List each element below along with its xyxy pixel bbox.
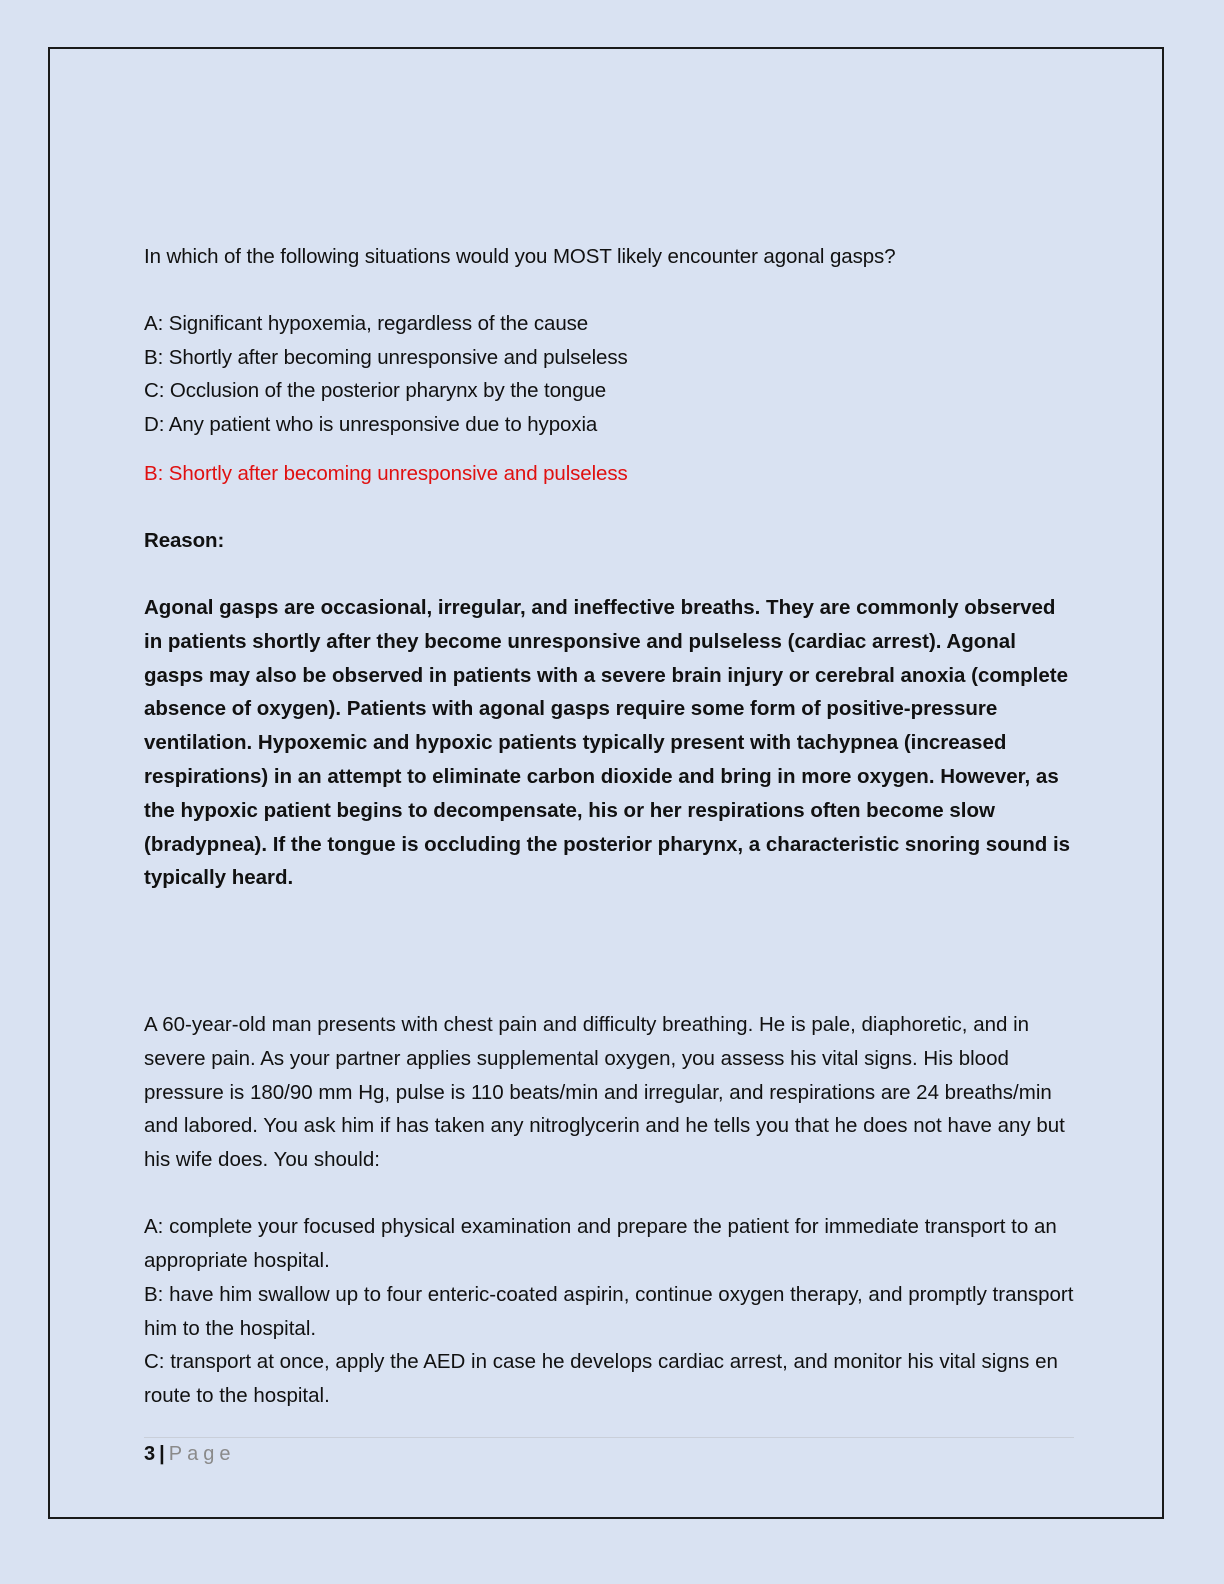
q1-option-a: A: Significant hypoxemia, regardless of the cause: [144, 312, 589, 335]
footer-separator: |: [159, 1443, 165, 1465]
q1-option-c: C: Occlusion of the posterior pharynx by the tongue: [144, 379, 607, 402]
reason-explanation: Agonal gasps are occasional, irregular, and ineffective breaths. They are commonly observed in patients shortly after they become unresponsive and pulseless (cardiac arrest). Agonal gasps may also be observed in patients with a severe brain injury or cerebral anoxia (complete absence of oxygen). Patients with agonal gasps require some form of positive-pressure ventilation. Hypoxemic and hypoxic patients typically present with tachypnea (increased respirations) in an attempt to eliminate carbon dioxide and bring in more oxygen. However, as the hypoxic patient begins to decompensate, his or her respirations often become slow (bradypnea). If the tongue is occluding the posterior pharynx, a characteristic snoring sound is typically heard.: [144, 596, 1071, 890]
page-number: 3: [144, 1443, 156, 1465]
page-label: Page: [168, 1443, 236, 1465]
q1-correct-answer: B: Shortly after becoming unresponsive and pulseless: [144, 462, 628, 485]
q1-option-b: B: Shortly after becoming unresponsive and pulseless: [144, 346, 628, 369]
q2-option-a: A: complete your focused physical examination and prepare the patient for immediate transport to an appropriate hospital.: [144, 1215, 1057, 1272]
question-1-text: In which of the following situations would you MOST likely encounter agonal gasps?: [144, 245, 896, 268]
q1-option-d: D: Any patient who is unresponsive due to hypoxia: [144, 413, 598, 436]
footer-divider: [144, 1437, 1074, 1438]
q2-option-c: C: transport at once, apply the AED in case he develops cardiac arrest, and monitor his vital signs en route to the hospital.: [144, 1350, 1058, 1407]
question-2-text: A 60-year-old man presents with chest pain and difficulty breathing. He is pale, diaphoretic, and in severe pain. As your partner applies supplemental oxygen, you assess his vital signs. His blood pressure is 180/90 mm Hg, pulse is 110 beats/min and irregular, and respirations are 24 breaths/min and labored. You ask him if has taken any nitroglycerin and he tells you that he does not have any but his wife does. You should:: [144, 1013, 1065, 1172]
page-footer: [144, 1440, 235, 1468]
q2-option-b: B: have him swallow up to four enteric-coated aspirin, continue oxygen therapy, and promptly transport him to the hospital.: [144, 1283, 1074, 1340]
reason-label: Reason:: [144, 529, 225, 552]
